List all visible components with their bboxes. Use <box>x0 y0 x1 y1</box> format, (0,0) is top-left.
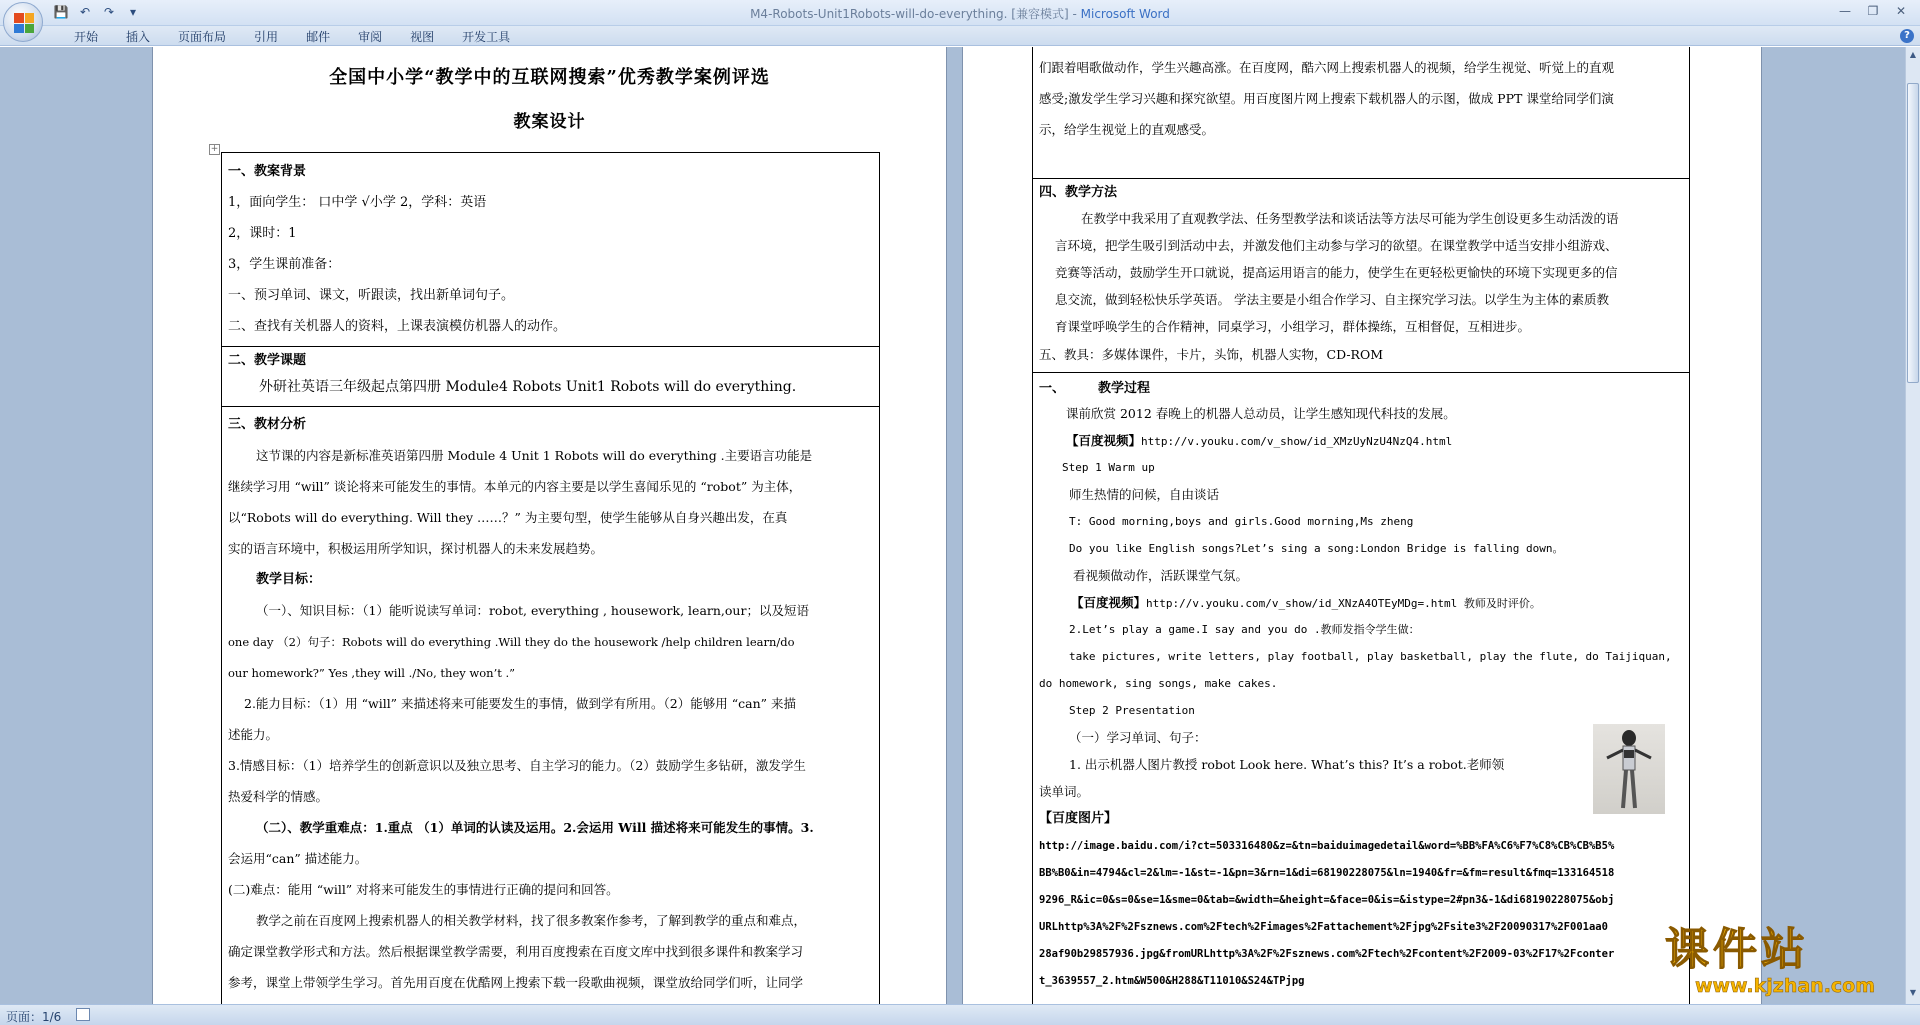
text-line: 一、预习单词、课文，听跟读，找出新单词句子。 <box>228 288 515 303</box>
text-line: Step 2 Presentation <box>1069 704 1195 717</box>
text-line: 育课堂呼唤学生的合作精神，同桌学习，小组学习，群体操练，互相督促，互相进步。 <box>1055 319 1531 334</box>
text-line: 看视频做动作，活跃课堂气氛。 <box>1073 568 1249 583</box>
app-name: Microsoft Word <box>1080 7 1170 21</box>
image-url-line[interactable]: 28af90b29857936.jpg&fromURLhttp%3A%2F%2Fsznews.com%2Ftech%2Fcontent%2F2009-03%2F17%2Fconter <box>1039 948 1615 960</box>
text-line: 五、教具：多媒体课件，卡片，头饰，机器人实物，CD-ROM <box>1039 347 1384 362</box>
text-line: 实的语言环境中，积极运用所学知识，探讨机器人的未来发展趋势。 <box>228 541 604 556</box>
text-line: （二）、教学重难点：1.重点 （1）单词的认读及运用。2.会运用 Will 描述将来可能发生的事情。3. <box>256 820 814 835</box>
text-line: 外研社英语三年级起点第四册 Module4 Robots Unit1 Robots will do everything. <box>259 379 797 395</box>
robot-image[interactable] <box>1593 724 1665 814</box>
image-url-line[interactable]: t_3639557_2.htm&W500&H288&T11010&S24&TPjpg <box>1039 975 1305 987</box>
text-line: 会运用“can” 描述能力。 <box>228 851 368 866</box>
tab-home[interactable]: 开始 <box>74 30 99 44</box>
text-line: 3.情感目标：（1）培养学生的创新意识以及独立思考、自主学习的能力。（2）鼓励学生多钻研，激发学生 <box>228 758 806 773</box>
row-divider <box>1032 178 1690 179</box>
tab-references[interactable]: 引用 <box>254 30 279 44</box>
text-line: 读单词。 <box>1039 784 1090 799</box>
section-heading: 教学目标： <box>256 572 322 587</box>
text-line: 在教学中我采用了直观教学法、任务型教学法和谈话法等方法尽可能为学生创设更多生动活泼的语 <box>1081 211 1619 226</box>
document-subtitle: 教案设计 <box>513 112 586 132</box>
restore-button[interactable]: ❐ <box>1867 4 1879 18</box>
text-line: 2.能力目标：（1）用 “will” 来描述将来可能要发生的事情，做到学有所用。（2）能够用 “can” 来描 <box>244 696 796 711</box>
text-line: 息交流，做到轻松快乐学英语。 学法主要是小组合作学习、自主探究学习法。以学生为主体的素质教 <box>1055 292 1609 307</box>
text-line: take pictures, write letters, play football, play basketball, play the flute, do Taijiquan, <box>1069 650 1672 663</box>
tab-mailings[interactable]: 邮件 <box>306 30 331 44</box>
robot-figure-icon <box>1593 724 1665 814</box>
ribbon-tabs <box>0 26 1920 46</box>
text-line: （一）学习单词、句子： <box>1069 730 1207 745</box>
page-2[interactable] <box>962 47 1762 1004</box>
text-line: 课前欣赏 2012 春晚上的机器人总动员，让学生感知现代科技的发展。 <box>1066 406 1456 421</box>
section-heading: 一、 <box>1039 381 1066 396</box>
text-line: (二)难点：能用 “will” 对将来可能发生的事情进行正确的提问和回答。 <box>228 882 619 897</box>
proofing-icon[interactable] <box>76 1008 90 1021</box>
help-icon[interactable]: ? <box>1900 29 1914 43</box>
text-line: （一）、知识目标：（1）能听说读写单词：robot, everything , housework, learn,our；以及短语 <box>256 603 809 618</box>
minimize-button[interactable]: — <box>1839 4 1851 18</box>
text-line: 热爱科学的情感。 <box>228 789 329 804</box>
text-line: 二、查找有关机器人的资料，上课表演模仿机器人的动作。 <box>228 319 567 334</box>
window-title <box>0 5 1920 22</box>
section-heading: 教学过程 <box>1098 381 1151 396</box>
redo-icon[interactable]: ↷ <box>103 5 115 19</box>
image-url-line[interactable]: 9296_R&ic=0&s=0&se=1&sme=0&tab=&width=&height=&face=0&is=&istype=2#pn3&-1&di68190228075&obj <box>1039 894 1615 906</box>
undo-icon[interactable]: ↶ <box>79 5 91 19</box>
watermark-url: www.kjzhan.com <box>1694 975 1876 997</box>
text-line: 2，课时：1 <box>228 226 297 241</box>
customize-qat-icon[interactable]: ▾ <box>129 5 137 19</box>
document-workspace <box>0 47 1905 1004</box>
scroll-up-icon[interactable]: ▲ <box>1909 50 1917 59</box>
text-line: 述能力。 <box>228 727 279 742</box>
text-line: 1，面向学生： 口中学 √小学 2，学科：英语 <box>228 195 487 210</box>
video-link-line[interactable]: 【百度视频】http://v.youku.com/v_show/id_XNzA4OTEyMDg=.html 教师及时评价。 <box>1071 595 1541 610</box>
vertical-scrollbar[interactable] <box>1905 47 1920 1004</box>
image-url-line[interactable]: URLhttp%3A%2F%2Fsznews.com%2Ftech%2Fimages%2Fattachement%2Fjpg%2Fsite3%2F20090317%2F001aa0 <box>1039 921 1608 933</box>
text-line: 3，学生课前准备： <box>228 257 341 272</box>
row-divider <box>221 346 880 347</box>
image-url-line[interactable]: http://image.baidu.com/i?ct=503316480&z=&tn=baiduimagedetail&word=%BB%FA%C6%F7%C8%CB%CB%B5% <box>1039 840 1615 852</box>
video-link-line[interactable]: 【百度视频】http://v.youku.com/v_show/id_XMzUyNzU4NzQ4.html <box>1066 433 1453 448</box>
text-line: 1. 出示机器人图片教授 robot Look here. What’s this? It’s a robot.老师领 <box>1069 757 1505 772</box>
office-button[interactable] <box>3 2 43 42</box>
table-move-handle-icon[interactable]: + <box>210 144 219 154</box>
text-line: 教学之前在百度网上搜索机器人的相关教学材料，找了很多教案作参考，了解到教学的重点和难点， <box>256 913 807 928</box>
tab-page-layout[interactable]: 页面布局 <box>178 30 227 44</box>
row-divider <box>1032 372 1690 373</box>
scroll-down-icon[interactable]: ▼ <box>1909 988 1917 997</box>
section-heading: 【百度图片】 <box>1039 811 1118 826</box>
document-name: M4-Robots-Unit1Robots-will-do-everything. [兼容模式] - <box>750 7 1081 21</box>
office-logo-icon <box>14 13 34 33</box>
text-line: Step 1 Warm up <box>1062 461 1155 474</box>
site-watermark-logo <box>1665 925 1905 1005</box>
page-1[interactable] <box>152 47 947 1004</box>
text-line: T: Good morning,boys and girls.Good morning,Ms zheng <box>1069 515 1414 528</box>
tab-review[interactable]: 审阅 <box>358 30 383 44</box>
text-line: 言环境，把学生吸引到活动中去，并激发他们主动参与学习的欲望。在课堂教学中适当安排小组游戏、 <box>1055 238 1618 253</box>
text-line: 2.Let’s play a game.I say and you do .教师发指令学生做： <box>1069 623 1420 636</box>
tab-developer[interactable]: 开发工具 <box>462 30 511 44</box>
text-line: 师生热情的问候，自由谈话 <box>1069 487 1220 502</box>
document-title: 全国中小学“教学中的互联网搜索”优秀教学案例评选 <box>329 67 770 88</box>
text-line: our homework?” Yes ,they will ./No, they won’t .” <box>228 666 516 680</box>
watermark-title: 课件站 <box>1665 924 1809 975</box>
text-line: 们跟着唱歌做动作，学生兴趣高涨。在百度网，酷六网上搜索机器人的视频，给学生视觉、听觉上的直观 <box>1039 60 1615 75</box>
tab-view[interactable]: 视图 <box>410 30 435 44</box>
section-heading: 二、教学课题 <box>228 353 307 368</box>
save-icon[interactable]: 💾 <box>53 5 69 19</box>
title-bar <box>0 0 1920 26</box>
text-line: Do you like English songs?Let’s sing a song:London Bridge is falling down。 <box>1069 542 1564 555</box>
text-line: do homework, sing songs, make cakes. <box>1039 677 1278 690</box>
section-heading: 四、教学方法 <box>1039 185 1118 200</box>
window-controls <box>1832 2 1914 20</box>
image-url-line[interactable]: BB%B0&in=4794&cl=2&lm=-1&st=-1&pn=3&rn=1&di=68190228075&ln=1940&fr=&fm=result&fmq=133164518 <box>1039 867 1615 879</box>
text-line: 参考，课堂上带领学生学习。首先用百度在优酷网上搜索下载一段歌曲视频，课堂放给同学们听，让同学 <box>228 975 804 990</box>
page-indicator[interactable]: 页面：1/6 <box>6 1010 62 1024</box>
text-line: 确定课堂教学形式和方法。然后根据课堂教学需要，利用百度搜索在百度文库中找到很多课件和教案学习 <box>228 944 804 959</box>
text-line: 感受;激发学生学习兴趣和探究欲望。用百度图片网上搜索下载机器人的示图，做成 PPT 课堂给同学们演 <box>1039 91 1614 106</box>
text-line: 竞赛等活动，鼓励学生开口就说，提高运用语言的能力，使学生在更轻松更愉快的环境下实现更多的信 <box>1055 265 1618 280</box>
section-heading: 一、教案背景 <box>228 164 307 179</box>
text-line: 继续学习用 “will” 谈论将来可能发生的事情。本单元的内容主要是以学生喜闻乐见的 “robot” 为主体， <box>228 479 802 494</box>
text-line: 以“Robots will do everything. Will they ……？” 为主要句型，使学生能够从自身兴趣出发，在真 <box>228 510 788 525</box>
tab-insert[interactable]: 插入 <box>126 30 151 44</box>
row-divider <box>221 406 880 407</box>
close-button[interactable]: ✕ <box>1895 4 1907 18</box>
text-line: 这节课的内容是新标准英语第四册 Module 4 Unit 1 Robots will do everything .主要语言功能是 <box>256 448 813 463</box>
status-bar <box>0 1004 1920 1025</box>
scrollbar-thumb[interactable] <box>1907 83 1919 383</box>
text-line: 示，给学生视觉上的直观感受。 <box>1039 122 1215 137</box>
section-heading: 三、教材分析 <box>228 417 307 432</box>
text-line: one day （2）句子：Robots will do everything .Will they do the housework /help children learn/do <box>228 635 795 649</box>
